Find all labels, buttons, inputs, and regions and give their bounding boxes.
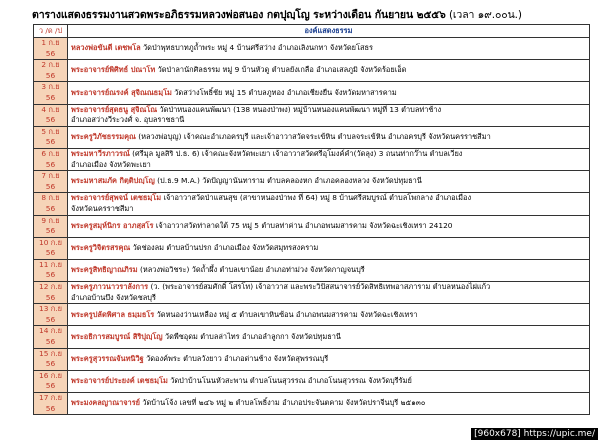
- monk-name: พระครูภาวนาวราลังการ: [71, 282, 149, 292]
- table-row: [34, 104, 590, 126]
- row-content: [68, 304, 590, 326]
- row-content: [68, 104, 590, 126]
- row-date: 8 ก.ย 56: [34, 193, 68, 215]
- row-date: 4 ก.ย 56: [34, 104, 68, 126]
- row-detail: วัดช่องลม ตำบลบ้านปรก อำเภอเมือง จังหวัดสมุทรสงคราม: [130, 242, 319, 252]
- row-line: [71, 132, 586, 143]
- header-date: ว /ด /ป: [34, 25, 68, 38]
- row-detail: วัดป่าลานักศิลธรรม หมู่ 9 บ้านหัวดู ตำบลยังเกลือ อำเภอเสลภูมิ จังหวัดร้อยเอ็ด: [155, 65, 407, 75]
- row-line: [71, 282, 586, 293]
- row-detail: อำเภอสว่างวีระวงศ์ จ. อุบลราชธานี: [71, 115, 185, 125]
- table-row: [34, 38, 590, 60]
- row-content: [68, 193, 590, 215]
- monk-name: พระครูปลัดพิศาล ธมฺมธโร: [71, 309, 155, 319]
- row-date: 16 ก.ย 56: [34, 370, 68, 392]
- table-header-row: [34, 25, 590, 38]
- row-line: [71, 65, 586, 76]
- monk-name: พระครูวิภัชธรรมคุณ: [71, 132, 136, 142]
- row-line: [71, 149, 586, 160]
- monk-name: พระอาจารย์พิศิทธ์ ปณาโท: [71, 65, 156, 75]
- row-line: [71, 310, 586, 321]
- row-content: [68, 171, 590, 193]
- row-detail: เจ้าอาวาสวัดท่าลาดใต้ 75 หมู่ 5 ตำบลท่าค่าน อำเภอพนมสารคาม จังหวัดฉะเชิงเทรา 24120: [153, 220, 453, 230]
- row-content: [68, 215, 590, 237]
- row-content: [68, 38, 590, 60]
- row-date: 15 ก.ย 56: [34, 348, 68, 370]
- row-line: [71, 105, 586, 116]
- table-row: [34, 148, 590, 170]
- row-line: [71, 332, 586, 343]
- row-detail: วัดป่าบ้านโนนหัวสะพาน ตำบลโนนสุวรรณ อำเภอโนนสุวรรณ จังหวัดบุรีรัมย์: [167, 376, 412, 386]
- monk-name: พระอาจารย์สุดธนู สุจิณโณ: [71, 104, 158, 114]
- watermark: [960x678] https://upic.me/: [471, 428, 598, 440]
- row-date: 2 ก.ย 56: [34, 60, 68, 82]
- table-row: [34, 348, 590, 370]
- table-row: [34, 126, 590, 148]
- row-detail: (ศรีมุล มูลสิริ ป.ธ. 6) เจ้าคณะจังหวัดพะเยา เจ้าอาวาสวัดศรีอุโมงค์คำ(วัดลุง) 3 ถนนท่ากว๊าน ตำบลเวียง: [129, 148, 463, 158]
- monk-name: พระอธิการสมบูรณ์ สิริปุญฺโญ: [71, 331, 163, 341]
- row-date: 11 ก.ย 56: [34, 259, 68, 281]
- row-date: 5 ก.ย 56: [34, 126, 68, 148]
- row-date: 14 ก.ย 56: [34, 326, 68, 348]
- row-detail: (ว. (พระอาจารย์สมศักดิ์ โสรโท) เจ้าอาวาส และพระวิปัสสนาจารย์วัดสิทธิเทพอาสภาราม ตำบลหนองไผ่แก้ว: [148, 282, 491, 292]
- row-content: [68, 82, 590, 104]
- row-line: [71, 376, 586, 387]
- row-detail: วัดบ้านโจ้ง เลขที่ ๒๔๖ หมู่ ๒ ตำบลโพธิ์งาม อำเภอประจันตคาม จังหวัดปราจีนบุรี ๒๕๑๓๐: [140, 398, 426, 408]
- row-content: [68, 60, 590, 82]
- row-detail: เจ้าอาวาสวัดป่าแสนสุข (สาขาหนองป่าพง ที่ 64) หมู่ 8 บ้านศรีสมบูรณ์ ตำบลโพกลาง อำเภอเมือง: [161, 193, 472, 203]
- row-line: [71, 176, 586, 187]
- row-content: [68, 148, 590, 170]
- row-detail: วัดหนองว่านเหลือง หมู่ ๕ ตำบลเขาหินซ้อน อำเภอพนมสารคาม จังหวัดฉะเชิงเทรา: [154, 309, 418, 319]
- row-line: [71, 43, 586, 54]
- row-line: [71, 88, 586, 99]
- table-row: [34, 370, 590, 392]
- row-detail: วัดพืชอุดม ตำบลล่าไทร อำเภอลำลูกกา จังหวัดปทุมธานี: [162, 331, 341, 341]
- monk-name: พระมงคลญาณาจารย์: [71, 398, 140, 408]
- monk-name: พระมหาวีรภาวรณ์: [71, 148, 130, 158]
- table-row: [34, 171, 590, 193]
- title-main: ตารางแสดงธรรมงานสวดพระอภิธรรมหลวงพ่อสนอง กตปุญฺโญ ระหว่างเดือน กันยายน ๒๕๕๖: [32, 9, 446, 21]
- row-date: 12 ก.ย 56: [34, 282, 68, 304]
- row-line: [71, 265, 586, 276]
- row-detail: วัดป่าหนองแคนพัฒนา (138 หนองป่าพง) หมู่บ้านหนองแคนพัฒนา หมู่ที่ 13 ตำบลท่าช้าง: [157, 104, 442, 114]
- row-line: [71, 204, 586, 215]
- table-row: [34, 215, 590, 237]
- row-date: 13 ก.ย 56: [34, 304, 68, 326]
- row-detail: (หลวงพ่อวิชระ) วัดถ้ำผึ้ง ตำบลเขาน้อย อำเภอท่าม่วง จังหวัดกาญจนบุรี: [137, 265, 365, 275]
- row-date: 7 ก.ย 56: [34, 171, 68, 193]
- row-content: [68, 126, 590, 148]
- row-date: 1 ก.ย 56: [34, 38, 68, 60]
- row-content: [68, 282, 590, 304]
- row-content: [68, 237, 590, 259]
- table-row: [34, 304, 590, 326]
- row-date: 3 ก.ย 56: [34, 82, 68, 104]
- row-line: [71, 221, 586, 232]
- monk-name: หลวงพ่อขันตี เตชพโล: [71, 43, 141, 53]
- row-line: [71, 160, 586, 171]
- row-date: 6 ก.ย 56: [34, 148, 68, 170]
- row-content: [68, 348, 590, 370]
- monk-name: พระครูสมุห์นิกร อาภสฺสโร: [71, 220, 154, 230]
- table-row: [34, 60, 590, 82]
- monk-name: พระอาจารย์ประยงค์ เตชธมฺโม: [71, 376, 168, 386]
- row-detail: อำเภอบ้านบึง จังหวัดชลบุรี: [71, 292, 156, 302]
- monk-name: พระมหาสมภัค กิตฺติปญฺโญ: [71, 176, 155, 186]
- row-line: [71, 193, 586, 204]
- table-row: [34, 259, 590, 281]
- row-detail: วัดองค์พระ ตำบลวังยาว อำเภอด่านช้าง จังหวัดสุพรรณบุรี: [143, 353, 329, 363]
- title-time: (เวลา ๑๙.๐๐น.): [445, 9, 522, 21]
- row-date: 9 ก.ย 56: [34, 215, 68, 237]
- table-row: [34, 82, 590, 104]
- row-date: 10 ก.ย 56: [34, 237, 68, 259]
- row-line: [71, 398, 586, 409]
- table-row: [34, 193, 590, 215]
- row-date: 17 ก.ย 56: [34, 393, 68, 415]
- row-detail: (หลวงพ่อบุญ) เจ้าคณะอำเภอครบุรี และเจ้าอาวาสวัดจระเข้หิน ตำบลจระเข้หิน อำเภอครบุรี จังหวัดนครราชสีมา: [135, 132, 491, 142]
- monk-name: พระครูวิจิตรสรคุณ: [71, 242, 131, 252]
- monk-name: พระครูสิทธิญาณภิรม: [71, 265, 138, 275]
- row-content: [68, 259, 590, 281]
- row-detail: อำเภอเมือง จังหวัดพะเยา: [71, 159, 151, 169]
- row-content: [68, 370, 590, 392]
- row-content: [68, 393, 590, 415]
- row-line: [71, 243, 586, 254]
- row-detail: จังหวัดนครราชสีมา: [71, 203, 134, 213]
- table-body: [34, 38, 590, 415]
- table-row: [34, 393, 590, 415]
- row-content: [68, 326, 590, 348]
- monk-name: พระอาจารย์สุพจน์ เตชธมฺโม: [71, 193, 162, 203]
- monk-name: พระครูสุวรรณจันทนิวิฐ: [71, 353, 144, 363]
- header-main: องค์แสดงธรรม: [68, 25, 590, 38]
- schedule-table: [33, 24, 590, 415]
- page-title: [32, 6, 592, 23]
- row-line: [71, 115, 586, 126]
- table-row: [34, 282, 590, 304]
- monk-name: พระอาจารย์ณรงค์ สุจิณณธมฺโม: [71, 87, 172, 97]
- row-line: [71, 293, 586, 304]
- table-row: [34, 326, 590, 348]
- table-row: [34, 237, 590, 259]
- row-line: [71, 354, 586, 365]
- row-detail: วัดสว่างโพธิ์ชัย หมู่ 15 ตำบลภูทอง อำเภอเชียงยืน จังหวัดมหาสารคาม: [171, 87, 397, 97]
- row-detail: วัดป่าพุทธบาทภูถ้ำพระ หมู่ 4 บ้านศรีสว่าง อำเภอเลิงนกทา จังหวัดยโสธร: [140, 43, 373, 53]
- row-detail: (ป.ธ.9 M.A.) วัดปัญญานันทาราม ตำบลคลองหก อำเภอคลองหลวง จังหวัดปทุมธานี: [154, 176, 422, 186]
